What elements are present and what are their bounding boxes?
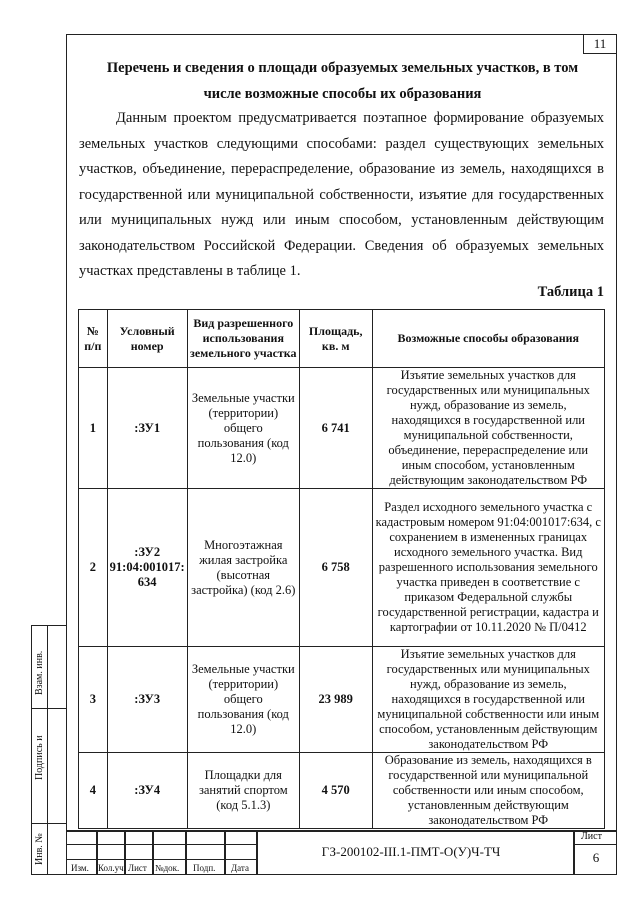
table-header-row: [79, 310, 605, 368]
cell-code: :ЗУ4: [107, 753, 187, 829]
side-stamp-col-2: [47, 625, 67, 875]
stamp-line: [573, 830, 575, 875]
document-code: ГЗ-200102-III.1-ПМТ-О(У)Ч-ТЧ: [321, 844, 501, 859]
cell-use: Земельные участки (территории) общего пользования (код 12.0): [187, 647, 299, 753]
top-page-number: 11: [583, 35, 616, 54]
stamp-podp: Подп.: [193, 863, 216, 873]
table-row: [79, 647, 605, 753]
cell-area: 4 570: [299, 753, 372, 829]
table-caption: Таблица 1: [537, 284, 604, 300]
side-label-vzam: Взам. инв.: [34, 650, 45, 695]
header-num: № п/п: [79, 310, 108, 368]
header-use: Вид разрешенного использования земельного участка: [187, 310, 299, 368]
stamp-data: Дата: [231, 863, 249, 873]
cell-methods: Раздел исходного земельного участка с кадастровым номером 91:04:001017:634, с сохранением в измененных границах исходного земельного участка. Вид разрешенного использования земельного участка приведен в соответствие с приказом Федеральной службы государственной регистрации, кадастра и картографии от 10.11.2020 № П/0412: [372, 489, 604, 647]
sheet-label: Лист: [581, 831, 602, 842]
stamp-line: [66, 830, 617, 832]
intro-paragraph: [79, 106, 604, 285]
cell-code: :ЗУ1: [107, 368, 187, 489]
side-stamp: [31, 625, 67, 875]
cell-area: 23 989: [299, 647, 372, 753]
side-stamp-divider: [31, 708, 67, 709]
header-area: Площадь, кв. м: [299, 310, 372, 368]
sheet-number: 6: [592, 850, 600, 865]
side-label-podpis: Подпись и: [34, 735, 45, 780]
cell-num: 1: [79, 368, 108, 489]
header-code: Условный номер: [107, 310, 187, 368]
cell-use: Площадки для занятий спортом (код 5.1.3): [187, 753, 299, 829]
stamp-line: [66, 859, 256, 860]
table-row: [79, 368, 605, 489]
cell-num: 4: [79, 753, 108, 829]
side-label-inv: Инв. №: [34, 833, 45, 865]
side-stamp-divider: [31, 823, 67, 824]
cell-code: :ЗУ3: [107, 647, 187, 753]
stamp-line: [66, 844, 256, 845]
title-line-2: числе возможные способы их образования: [203, 86, 482, 102]
stamp-izm: Изм.: [71, 863, 89, 873]
stamp-ndok: №док.: [155, 863, 180, 873]
stamp-line: [573, 844, 617, 845]
cell-num: 3: [79, 647, 108, 753]
cell-methods: Образование из земель, находящихся в государственной или муниципальной собственности или иным способом, установленным действующим законодательством РФ: [372, 753, 604, 829]
cell-num: 2: [79, 489, 108, 647]
stamp-line: [185, 830, 187, 875]
stamp-line: [224, 830, 226, 875]
cell-methods: Изъятие земельных участков для государственных или муниципальных нужд, образование из земель, находящихся в государственной или муниципальной собственности, объединение, перераспределение или иным способом, установленным действующим законодательством РФ: [372, 368, 604, 489]
cell-use: Земельные участки (территории) общего пользования (код 12.0): [187, 368, 299, 489]
header-methods: Возможные способы образования: [372, 310, 604, 368]
intro-text: Данным проектом предусматривается поэтапное формирование образуемых земельных участков следующими способами: раздел существующих земельных участков, объединение, перераспределение, образование из земель, находящихся в государственной или муниципальной собственности, изъятие для государственных или муниципальных нужд или иным способом, установленным действующим законодательством Российской Федерации. Сведения об образуемых земельных участках представлены в таблице 1.: [79, 110, 604, 279]
stamp-kol: Кол.уч.: [98, 863, 126, 873]
cell-area: 6 741: [299, 368, 372, 489]
cell-area: 6 758: [299, 489, 372, 647]
bottom-stamp: [66, 830, 617, 875]
cell-methods: Изъятие земельных участков для государственных или муниципальных нужд, образование из земель, находящихся в государственной или муниципальной собственности или иным способом, установленным действующим законодательством РФ: [372, 647, 604, 753]
stamp-line: [152, 830, 154, 875]
table-row: [79, 489, 605, 647]
stamp-line: [256, 830, 258, 875]
land-plots-table: [78, 309, 605, 829]
stamp-list: Лист: [128, 863, 147, 873]
title-line-1: Перечень и сведения о площади образуемых земельных участков, в том: [106, 60, 579, 76]
cell-code: :ЗУ2 91:04:001017: 634: [107, 489, 187, 647]
table-row: [79, 753, 605, 829]
cell-use: Многоэтажная жилая застройка (высотная застройка) (код 2.6): [187, 489, 299, 647]
